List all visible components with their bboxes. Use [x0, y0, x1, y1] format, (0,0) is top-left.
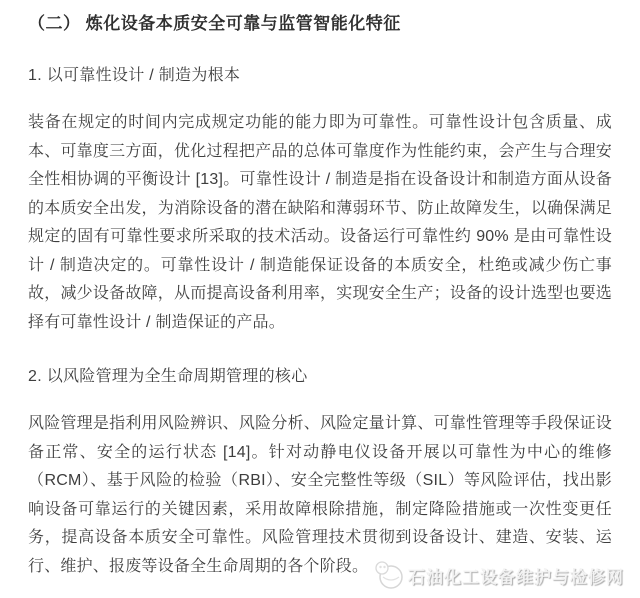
- article-title: （二） 炼化设备本质安全可靠与监管智能化特征: [28, 14, 401, 33]
- section-2-heading: 2. 以风险管理为全生命周期管理的核心: [28, 368, 308, 385]
- section-risk-management: [28, 365, 612, 581]
- section-1-paragraph: 装备在规定的时间内完成规定功能的能力即为可靠性。可靠性设计包含质量、成本、可靠度三方面，优化过程把产品的总体可靠度作为性能约束，会产生与合理安全性相协调的平衡设计 [13]。可靠性设计 / 制造是指在设备设计和制造方面从设备的本质安全出发，为消除设备的潜在缺陷和薄弱环节、防止故障发生，以确保满足规定的固有可靠性要求所采取的技术活动。设备运行可靠性约 90% 是由可靠性设计 / 制造决定的。可靠性设计 / 制造能保证设备的本质安全，杜绝或减少伤亡事故，减少设备故障，从而提高设备利用率，实现安全生产；设备的设计选型也要选择有可靠性设计 / 制造保证的产品。: [28, 114, 612, 331]
- section-1-heading: 1. 以可靠性设计 / 制造为根本: [28, 67, 241, 84]
- section-2-paragraph: 风险管理是指利用风险辨识、风险分析、风险定量计算、可靠性管理等手段保证设备正常、安全的运行状态 [14]。针对动静电仪设备开展以可靠性为中心的维修（RCM）、基于风险的检验（RBI）、安全完整性等级（SIL）等风险评估，找出影响设备可靠运行的关键因素，采用故障根除措施，制定降险措施或一次性变更任务，提高设备本质安全可靠性。风险管理技术贯彻到设备设计、建造、安装、运行、维护、报废等设备全生命周期的各个阶段。: [28, 415, 612, 575]
- section-reliability-design: [28, 64, 612, 337]
- watermark: [374, 560, 624, 590]
- watermark-text: 石油化工设备维护与检修网: [408, 567, 624, 587]
- globe-logo-icon: [374, 560, 404, 590]
